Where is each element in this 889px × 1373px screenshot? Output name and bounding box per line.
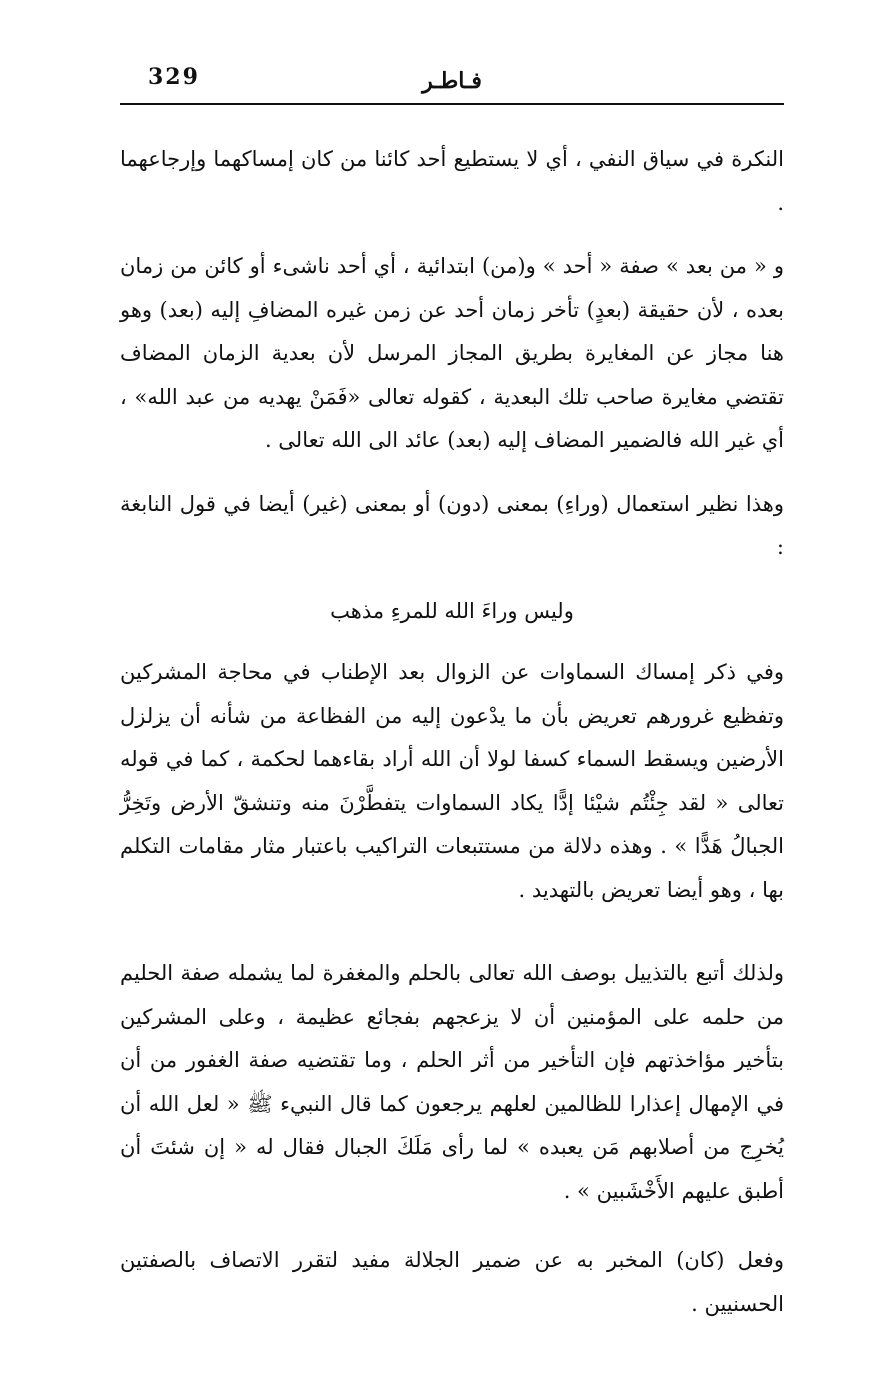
paragraph-4: وفي ذكر إمساك السماوات عن الزوال بعد الإطناب في محاجة المشركين وتفظيع غرورهم تعريض بأن ما يدْعون إليه من الفظاعة من شأنه أن يزلزل الأرضين ويسقط السماء كسفا لولا أن الله أراد بقاءهما لحكمة ، كما في قوله تعالى « لقد جِئْتُم شيْئا إدًّا يكاد السماوات يتفطَّرْنَ منه وتنشقّ الأرض وتَخِرُّ الجبالُ هَدًّا » . وهذه دلالة من مستتبعات التراكيب باعتبار مثار مقامات التكلم بها ، وهو أيضا تعريض بالتهديد .: [120, 660, 784, 902]
paragraph-5: ولذلك أتبع بالتذييل بوصف الله تعالى بالحلم والمغفرة لما يشمله صفة الحليم من حلمه على المؤمنين أن لا يزعجهم بفجائع عظيمة ، وعلى المشركين بتأخير مؤاخذتهم فإن التأخير من أثر الحلم ، وما تقتضيه صفة الغفور من أن في الإمهال إعذارا للظالمين لعلهم يرجعون كما قال النبيء ﷺ « لعل الله أن يُخرِج من أصلابهم مَن يعبده » لما رأى مَلَكَ الجبال فقال له « إن شئتَ أن أطبق عليهم الأَخْشَبين » .: [120, 961, 784, 1203]
paragraph-2: و « من بعد » صفة « أحد » و(من) ابتدائية ، أي أحد ناشىء أو كائن من زمان بعده ، لأن حقيقة (بعدٍ) تأخر زمان أحد عن زمن غيره المضافِ إليه (بعد) وهو هنا مجاز عن المغايرة بطريق المجاز المرسل لأن بعدية الزمان المضاف تقتضي مغايرة صاحب تلك البعدية ، كقوله تعالى «فَمَنْ يهديه من عبد الله» ، أي غير الله فالضمير المضاف إليه (بعد) عائد الى الله تعالى .: [120, 254, 784, 452]
paragraph-6: وفعل (كان) المخبر به عن ضمير الجلالة مفيد لتقرر الاتصاف بالصفتين الحسنيين .: [120, 1248, 784, 1316]
poetry-verse: وليس وراءَ الله للمرءِ مذهب: [330, 598, 574, 623]
page-body: [120, 138, 784, 1326]
header-divider: [120, 103, 784, 105]
running-title: فـاطـر: [422, 68, 482, 94]
page-header: [120, 58, 784, 102]
page-number: 329: [148, 64, 200, 90]
paragraph-3: وهذا نظير استعمال (وراءِ) بمعنى (دون) أو بمعنى (غير) أيضا في قول النابغة :: [120, 491, 784, 559]
paragraph-1: النكرة في سياق النفي ، أي لا يستطيع أحد كائنا من كان إمساكهما وإرجاعهما .: [120, 147, 784, 215]
